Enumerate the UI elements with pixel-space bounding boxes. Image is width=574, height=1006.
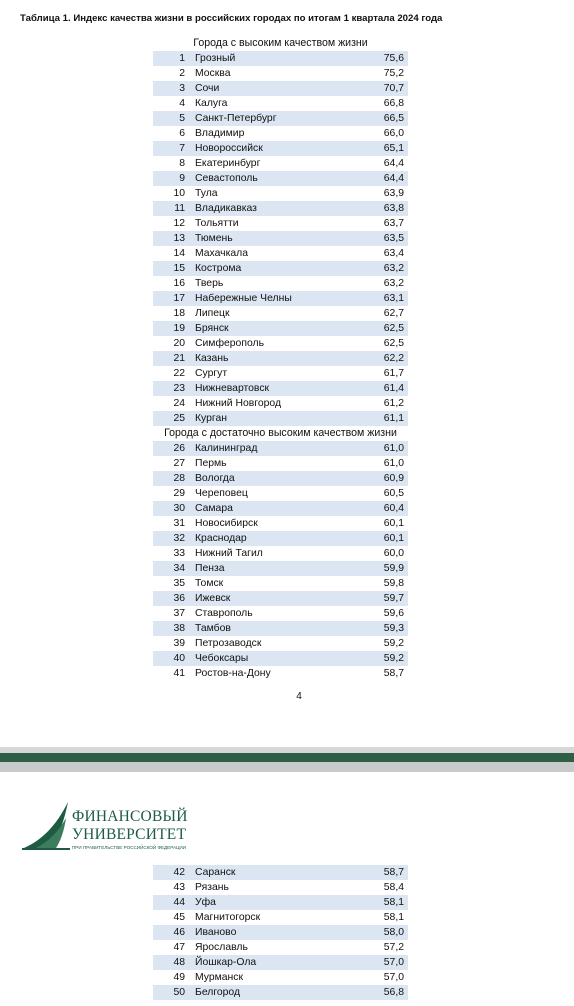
table-sufficient-quality [153,441,408,681]
score-cell: 62,7 [383,308,404,319]
city-cell: Курган [195,413,227,424]
table-row [153,306,408,321]
city-cell: Тюмень [195,233,233,244]
table-row [153,381,408,396]
rank-cell: 16 [173,278,185,289]
score-cell: 60,9 [383,473,404,484]
rank-cell: 17 [173,293,185,304]
table-row [153,516,408,531]
city-cell: Владимир [195,128,245,139]
page-break-band-gray [0,762,574,772]
city-cell: Тольятти [195,218,239,229]
table-row [153,591,408,606]
score-cell: 63,9 [383,188,404,199]
table-row [153,141,408,156]
rank-cell: 44 [173,897,185,908]
rank-cell: 43 [173,882,185,893]
rank-cell: 7 [179,143,185,154]
section-heading-sufficient: Города с достаточно высоким качеством жизни [164,427,397,439]
score-cell: 61,0 [383,458,404,469]
table-row [153,186,408,201]
score-cell: 58,1 [383,912,404,923]
rank-cell: 20 [173,338,185,349]
city-cell: Новосибирск [195,518,258,529]
score-cell: 57,2 [383,942,404,953]
table-row [153,955,408,970]
rank-cell: 48 [173,957,185,968]
score-cell: 61,7 [383,368,404,379]
score-cell: 64,4 [383,173,404,184]
table-row [153,216,408,231]
score-cell: 66,5 [383,113,404,124]
rank-cell: 40 [173,653,185,664]
city-cell: Самара [195,503,233,514]
table-row [153,51,408,66]
table-caption: Таблица 1. Индекс качества жизни в российских городах по итогам 1 квартала 2024 года [20,13,443,24]
score-cell: 58,1 [383,897,404,908]
rank-cell: 41 [173,668,185,679]
city-cell: Чебоксары [195,653,249,664]
city-cell: Петрозаводск [195,638,262,649]
city-cell: Казань [195,353,229,364]
city-cell: Грозный [195,53,236,64]
table-row [153,111,408,126]
score-cell: 60,1 [383,533,404,544]
city-cell: Белгород [195,987,241,998]
score-cell: 75,6 [383,53,404,64]
rank-cell: 39 [173,638,185,649]
rank-cell: 27 [173,458,185,469]
rank-cell: 3 [179,83,185,94]
rank-cell: 4 [179,98,185,109]
rank-cell: 24 [173,398,185,409]
score-cell: 63,7 [383,218,404,229]
rank-cell: 12 [173,218,185,229]
city-cell: Нижневартовск [195,383,270,394]
score-cell: 58,4 [383,882,404,893]
city-cell: Ижевск [195,593,231,604]
table-row [153,910,408,925]
score-cell: 56,8 [383,987,404,998]
rank-cell: 35 [173,578,185,589]
city-cell: Калуга [195,98,228,109]
rank-cell: 18 [173,308,185,319]
table-row [153,546,408,561]
city-cell: Рязань [195,882,229,893]
city-cell: Калининград [195,443,258,454]
rank-cell: 26 [173,443,185,454]
table-row [153,940,408,955]
city-cell: Набережные Челны [195,293,292,304]
city-cell: Севастополь [195,173,258,184]
table-row [153,366,408,381]
score-cell: 59,2 [383,653,404,664]
score-cell: 62,5 [383,323,404,334]
rank-cell: 6 [179,128,185,139]
table-row [153,606,408,621]
rank-cell: 2 [179,68,185,79]
rank-cell: 22 [173,368,185,379]
table-row [153,96,408,111]
city-cell: Екатеринбург [195,158,261,169]
rank-cell: 9 [179,173,185,184]
score-cell: 63,5 [383,233,404,244]
city-cell: Мурманск [195,972,244,983]
score-cell: 60,4 [383,503,404,514]
rank-cell: 25 [173,413,185,424]
score-cell: 59,2 [383,638,404,649]
logo-text-line2: УНИВЕРСИТЕТ [72,826,187,843]
rank-cell: 47 [173,942,185,953]
rank-cell: 21 [173,353,185,364]
city-cell: Пермь [195,458,227,469]
city-cell: Новороссийск [195,143,263,154]
score-cell: 59,3 [383,623,404,634]
score-cell: 62,5 [383,338,404,349]
table-high-quality [153,51,408,426]
city-cell: Йошкар-Ола [195,957,257,968]
rank-cell: 45 [173,912,185,923]
table-row [153,636,408,651]
city-cell: Сочи [195,83,220,94]
city-cell: Тула [195,188,218,199]
city-cell: Санкт-Петербург [195,113,277,124]
table-page2 [153,865,408,1000]
rank-cell: 1 [179,53,185,64]
table-row [153,985,408,1000]
score-cell: 61,0 [383,443,404,454]
rank-cell: 50 [173,987,185,998]
rank-cell: 11 [174,203,185,214]
table-row [153,666,408,681]
table-row [153,171,408,186]
table-row [153,156,408,171]
city-cell: Пенза [195,563,225,574]
page-number: 4 [296,691,302,702]
rank-cell: 28 [173,473,185,484]
city-cell: Нижний Тагил [195,548,263,559]
city-cell: Магнитогорск [195,912,261,923]
rank-cell: 5 [179,113,185,124]
table-row [153,456,408,471]
score-cell: 66,0 [383,128,404,139]
city-cell: Иваново [195,927,237,938]
rank-cell: 37 [173,608,185,619]
table-row [153,396,408,411]
score-cell: 60,5 [383,488,404,499]
table-row [153,336,408,351]
city-cell: Липецк [195,308,230,319]
table-row [153,531,408,546]
rank-cell: 49 [173,972,185,983]
city-cell: Махачкала [195,248,248,259]
score-cell: 59,7 [383,593,404,604]
table-row [153,651,408,666]
rank-cell: 8 [179,158,185,169]
score-cell: 59,6 [383,608,404,619]
city-cell: Брянск [195,323,229,334]
table-row [153,201,408,216]
rank-cell: 34 [173,563,185,574]
city-cell: Сургут [195,368,228,379]
rank-cell: 38 [173,623,185,634]
city-cell: Вологда [195,473,235,484]
table-row [153,486,408,501]
city-cell: Саранск [195,867,236,878]
score-cell: 61,4 [383,383,404,394]
table-row [153,321,408,336]
score-cell: 75,2 [383,68,404,79]
city-cell: Тверь [195,278,224,289]
score-cell: 62,2 [383,353,404,364]
rank-cell: 23 [173,383,185,394]
table-row [153,501,408,516]
rank-cell: 31 [173,518,185,529]
score-cell: 60,1 [383,518,404,529]
section-heading-high: Города с высоким качеством жизни [193,37,368,49]
score-cell: 61,1 [383,413,404,424]
table-row [153,925,408,940]
score-cell: 63,8 [383,203,404,214]
table-row [153,246,408,261]
score-cell: 65,1 [383,143,404,154]
city-cell: Череповец [195,488,248,499]
table-row [153,471,408,486]
city-cell: Нижний Новгород [195,398,282,409]
rank-cell: 46 [173,927,185,938]
page-break-band-green [0,753,574,762]
score-cell: 59,8 [383,578,404,589]
city-cell: Уфа [195,897,216,908]
city-cell: Ставрополь [195,608,253,619]
score-cell: 63,4 [383,248,404,259]
score-cell: 66,8 [383,98,404,109]
table-row [153,895,408,910]
table-row [153,970,408,985]
city-cell: Тамбов [195,623,231,634]
score-cell: 70,7 [383,83,404,94]
score-cell: 57,0 [383,972,404,983]
rank-cell: 19 [173,323,185,334]
city-cell: Симферополь [195,338,264,349]
score-cell: 63,2 [383,263,404,274]
rank-cell: 30 [173,503,185,514]
score-cell: 57,0 [383,957,404,968]
table-row [153,561,408,576]
score-cell: 59,9 [383,563,404,574]
logo-text-line3: ПРИ ПРАВИТЕЛЬСТВЕ РОССИЙСКОЙ ФЕДЕРАЦИИ [72,845,187,850]
score-cell: 60,0 [383,548,404,559]
rank-cell: 33 [173,548,185,559]
city-cell: Ростов-на-Дону [195,668,271,679]
score-cell: 58,7 [383,668,404,679]
table-row [153,81,408,96]
rank-cell: 14 [173,248,185,259]
table-row [153,276,408,291]
table-row [153,411,408,426]
city-cell: Владикавказ [195,203,257,214]
score-cell: 61,2 [383,398,404,409]
score-cell: 58,7 [383,867,404,878]
rank-cell: 29 [173,488,185,499]
table-row [153,441,408,456]
rank-cell: 32 [173,533,185,544]
table-row [153,621,408,636]
table-row [153,66,408,81]
table-row [153,880,408,895]
city-cell: Томск [195,578,224,589]
logo-text-line1: ФИНАНСОВЫЙ [72,808,188,825]
score-cell: 58,0 [383,927,404,938]
score-cell: 63,2 [383,278,404,289]
score-cell: 63,1 [383,293,404,304]
city-cell: Ярославль [195,942,248,953]
table-row [153,126,408,141]
table-row [153,231,408,246]
rank-cell: 10 [173,188,185,199]
table-row [153,351,408,366]
table-row [153,261,408,276]
city-cell: Москва [195,68,231,79]
score-cell: 64,4 [383,158,404,169]
city-cell: Краснодар [195,533,247,544]
table-row [153,865,408,880]
rank-cell: 13 [173,233,185,244]
city-cell: Кострома [195,263,242,274]
rank-cell: 15 [173,263,185,274]
table-row [153,291,408,306]
table-row [153,576,408,591]
rank-cell: 42 [173,867,185,878]
rank-cell: 36 [173,593,185,604]
